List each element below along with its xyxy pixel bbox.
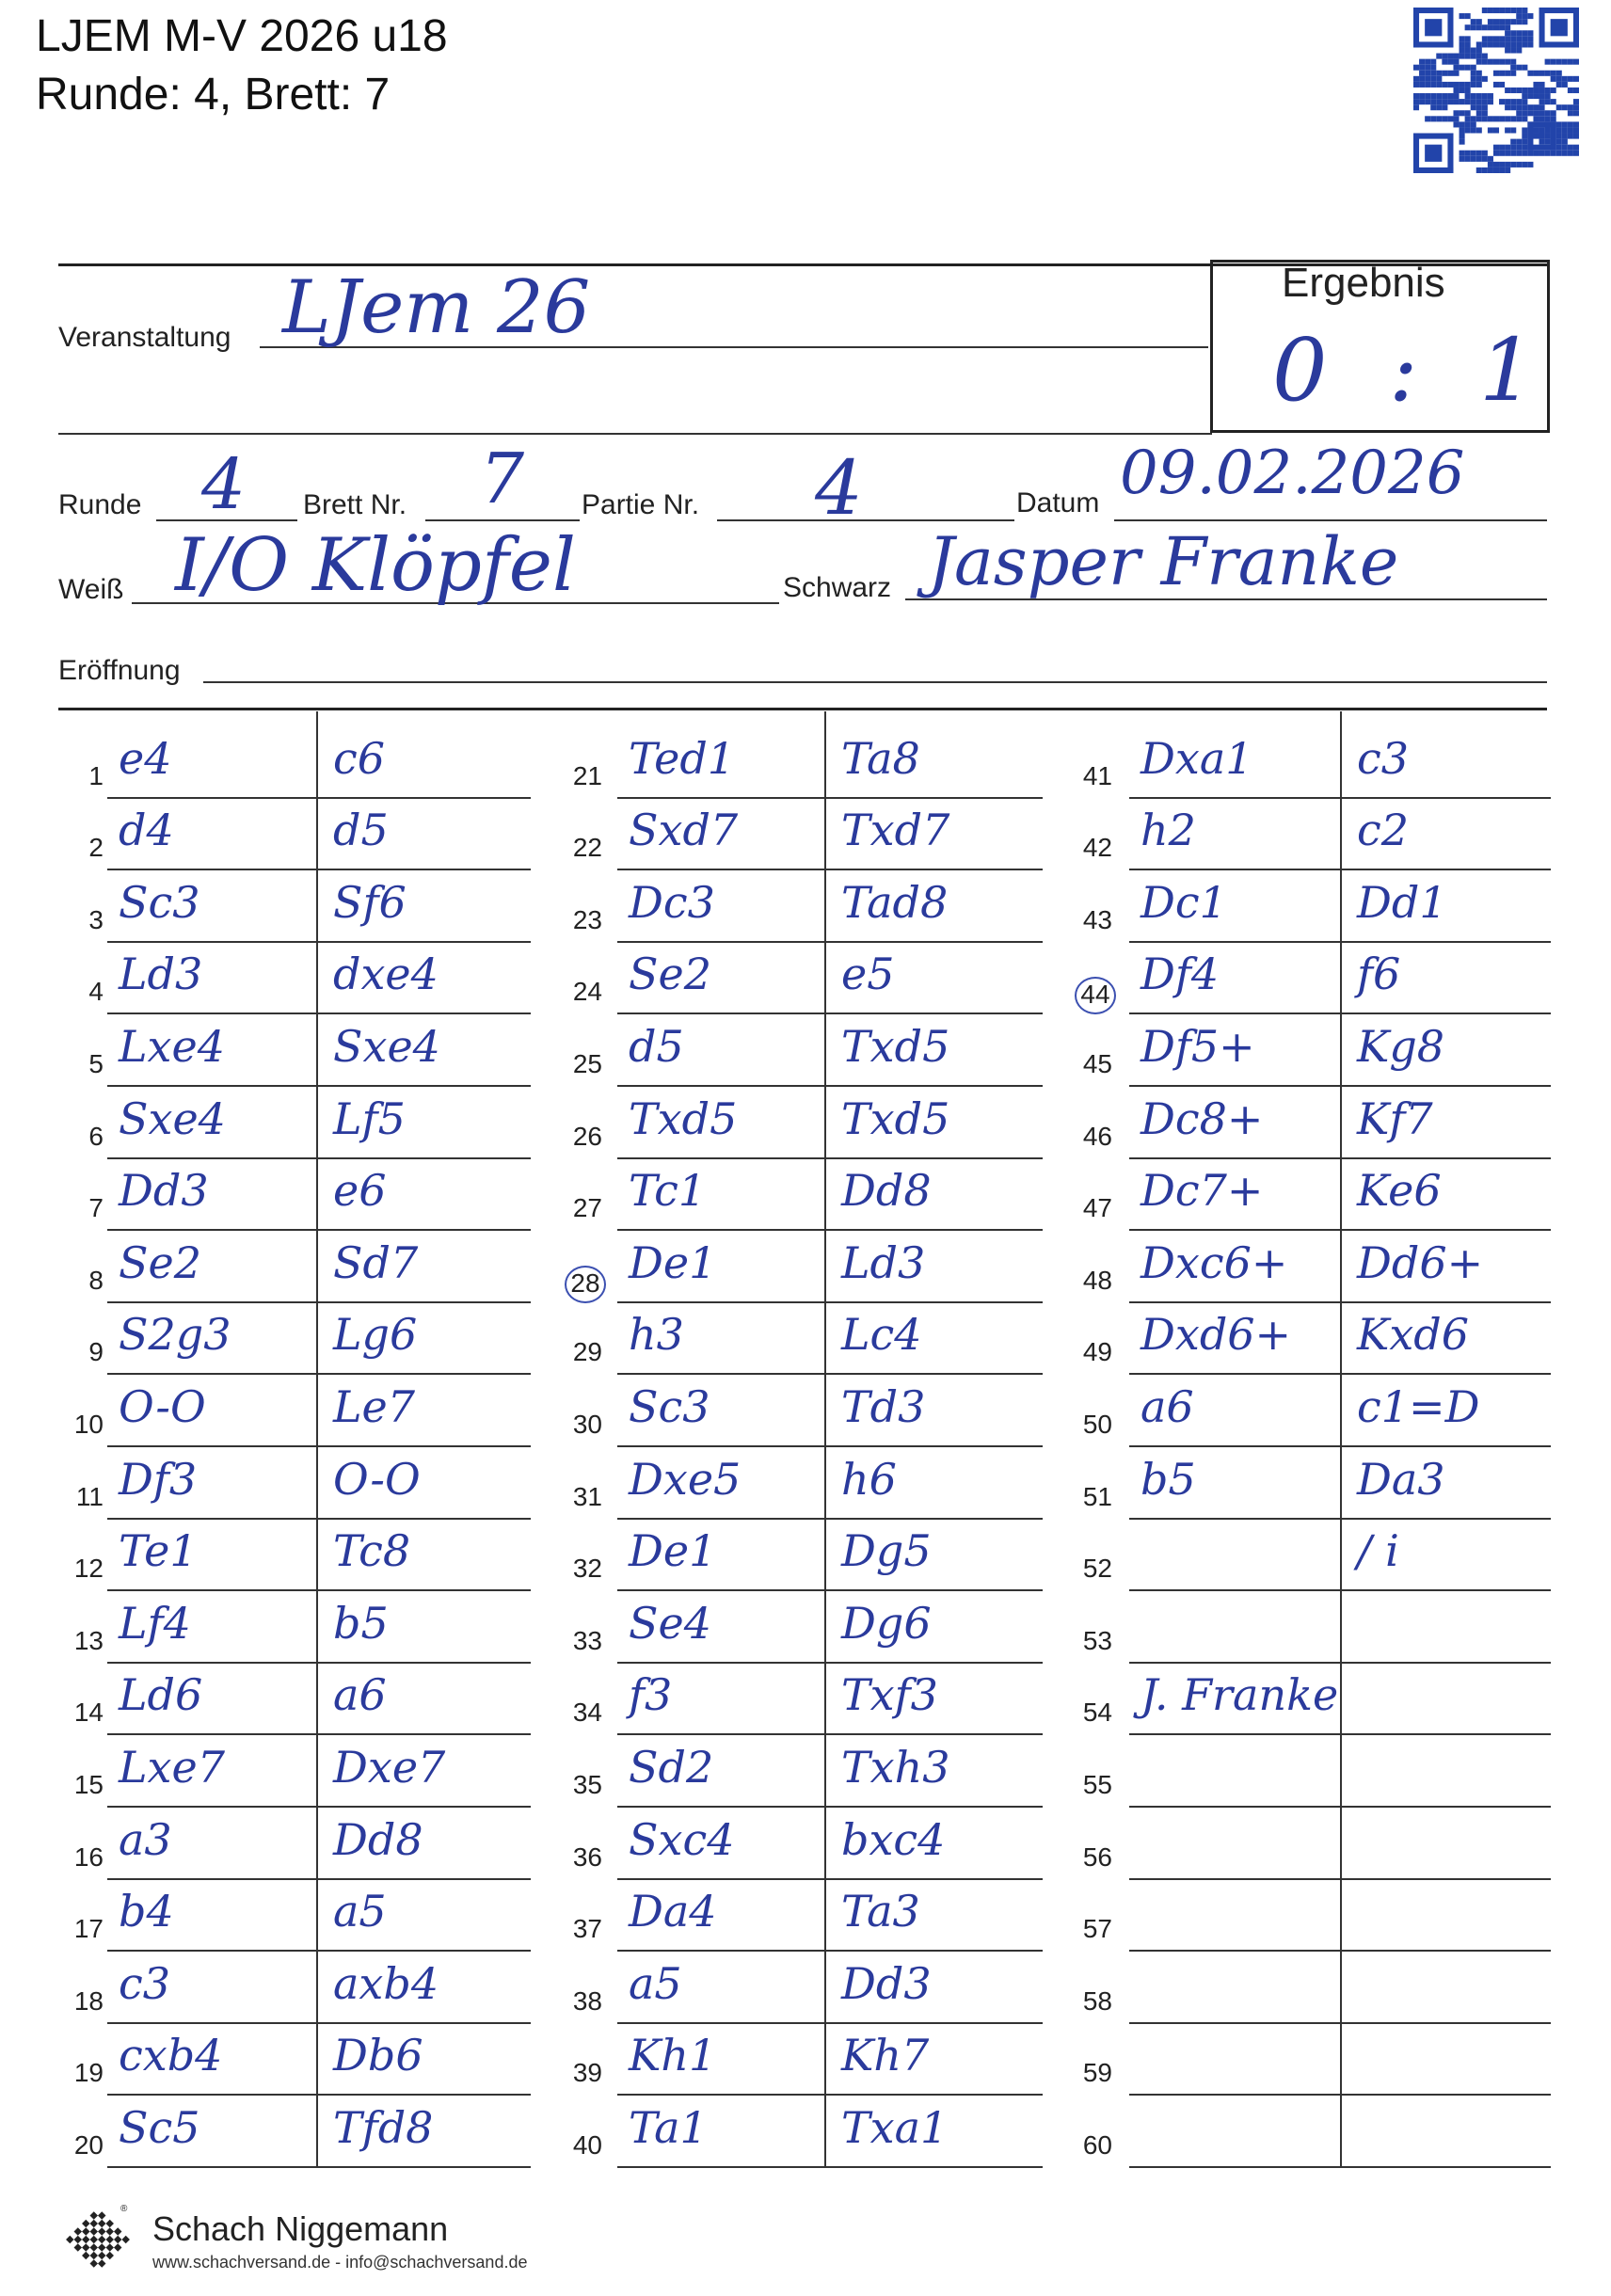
- white-move: S2g3: [119, 1309, 231, 1361]
- move-number: 14: [73, 1698, 104, 1728]
- black-move: f6: [1357, 949, 1401, 1000]
- white-move: cxb4: [119, 2030, 223, 2081]
- white-move: Df4: [1140, 949, 1220, 1000]
- black-move: c3: [1357, 732, 1410, 784]
- ergebnis-label: Ergebnis: [1282, 260, 1445, 306]
- partie-label: Partie Nr.: [582, 489, 700, 520]
- qr-code-icon: [1413, 8, 1579, 173]
- white-move: Dc8+: [1140, 1092, 1264, 1144]
- eroeffnung-label: Eröffnung: [58, 655, 181, 686]
- move-number: 8: [88, 1265, 104, 1295]
- black-move: Tfd8: [333, 2102, 434, 2153]
- move-number: 13: [73, 1625, 104, 1655]
- move-number: 19: [73, 2058, 104, 2088]
- white-move: h3: [629, 1309, 684, 1361]
- black-move: Dg6: [841, 1597, 932, 1649]
- schwarz-label: Schwarz: [783, 572, 892, 603]
- move-number: 36: [572, 1842, 602, 1872]
- black-move: bxc4: [841, 1813, 946, 1865]
- black-move: e6: [333, 1165, 387, 1217]
- move-number: 54: [1082, 1698, 1112, 1728]
- black-move: Le7: [333, 1381, 416, 1432]
- move-number: 18: [73, 1985, 104, 2016]
- footer-brand: Schach Niggemann: [152, 2209, 449, 2248]
- white-move: h2: [1140, 805, 1196, 856]
- white-move: Te1: [119, 1525, 198, 1577]
- move-number: 25: [572, 1049, 602, 1078]
- move-number: 58: [1082, 1985, 1112, 2016]
- partie-value: 4: [815, 444, 863, 532]
- footer-contact: www.schachversand.de - info@schachversand.de: [152, 2253, 528, 2272]
- white-move: Kh1: [629, 2030, 717, 2081]
- move-number: 24: [572, 977, 602, 1007]
- move-number: 11: [75, 1481, 104, 1511]
- black-move: axb4: [333, 1957, 439, 2009]
- move-number: 15: [73, 1770, 104, 1799]
- brett-value: 7: [480, 438, 525, 519]
- move-number: 40: [572, 2130, 602, 2160]
- black-move: Ta8: [841, 732, 920, 784]
- black-move: Dd6+: [1357, 1236, 1484, 1288]
- move-number: 56: [1082, 1842, 1112, 1872]
- black-move: b5: [333, 1597, 389, 1649]
- white-move: Se2: [629, 949, 712, 1000]
- move-number: 43: [1082, 904, 1112, 934]
- black-move: h6: [841, 1453, 897, 1505]
- black-move: Dxe7: [333, 1742, 446, 1793]
- black-move: O-O: [333, 1453, 421, 1505]
- white-move: Sc3: [629, 1381, 710, 1432]
- move-number: 44: [1075, 977, 1116, 1014]
- white-move: J. Franke: [1140, 1669, 1339, 1721]
- veranstaltung-value: LJem 26: [282, 265, 591, 350]
- move-number: 41: [1082, 760, 1112, 790]
- move-number: 12: [73, 1554, 104, 1584]
- move-number: 38: [572, 1985, 602, 2016]
- white-move: Ta1: [629, 2102, 708, 2153]
- move-number: 53: [1082, 1625, 1112, 1655]
- black-move: Sxe4: [333, 1021, 440, 1072]
- black-move: Dd8: [841, 1165, 932, 1217]
- black-move: Ta3: [841, 1886, 920, 1937]
- black-move: Sd7: [333, 1236, 419, 1288]
- move-number: 10: [73, 1410, 104, 1439]
- move-number: 37: [572, 1914, 602, 1944]
- brett-label: Brett Nr.: [303, 489, 407, 520]
- white-move: Tc1: [629, 1165, 707, 1217]
- runde-label: Runde: [58, 489, 142, 520]
- move-number: 16: [73, 1842, 104, 1872]
- move-number: 46: [1082, 1121, 1112, 1151]
- move-number: 2: [88, 833, 104, 863]
- black-move: c2: [1357, 805, 1410, 856]
- black-move: Txh3: [841, 1742, 950, 1793]
- move-number: 27: [572, 1193, 602, 1223]
- move-number: 55: [1082, 1770, 1112, 1799]
- move-number: 34: [572, 1698, 602, 1728]
- white-move: Dc1: [1140, 876, 1227, 928]
- black-move: Txa1: [841, 2102, 949, 2153]
- white-move: Ld3: [119, 949, 203, 1000]
- white-move: Dd3: [119, 1165, 209, 1217]
- white-move: e4: [119, 732, 172, 784]
- move-number: 48: [1082, 1265, 1112, 1295]
- black-move: Db6: [333, 2030, 423, 2081]
- white-move: Dxc6+: [1140, 1236, 1288, 1288]
- move-number: 49: [1082, 1337, 1112, 1367]
- white-move: a5: [629, 1957, 682, 2009]
- white-move: Sc3: [119, 876, 200, 928]
- white-move: Ted1: [629, 732, 736, 784]
- black-move: Kf7: [1357, 1092, 1433, 1144]
- black-move: Ld3: [841, 1236, 926, 1288]
- black-move: Dd8: [333, 1813, 423, 1865]
- schwarz-value: Jasper Franke: [928, 523, 1399, 600]
- black-move: Txd7: [841, 805, 950, 856]
- black-move: Tad8: [841, 876, 949, 928]
- header-line-2: Runde: 4, Brett: 7: [36, 70, 391, 120]
- move-number: 35: [572, 1770, 602, 1799]
- white-move: Ld6: [119, 1669, 203, 1721]
- black-move: c1=D: [1357, 1381, 1480, 1432]
- black-move: Txd5: [841, 1021, 950, 1072]
- move-number: 23: [572, 904, 602, 934]
- black-move: Lf5: [333, 1092, 406, 1144]
- ergebnis-value: 0 : 1: [1272, 320, 1552, 421]
- black-move: / i: [1357, 1525, 1399, 1577]
- move-number: 33: [572, 1625, 602, 1655]
- black-move: dxe4: [333, 949, 439, 1000]
- move-number: 9: [88, 1337, 104, 1367]
- move-number: 47: [1082, 1193, 1112, 1223]
- runde-value: 4: [201, 444, 247, 525]
- white-move: Se4: [629, 1597, 712, 1649]
- white-move: a3: [119, 1813, 172, 1865]
- datum-label: Datum: [1016, 487, 1100, 518]
- white-move: De1: [629, 1236, 717, 1288]
- move-number: 42: [1082, 833, 1112, 863]
- chess-board-logo-icon: [66, 2200, 132, 2275]
- white-move: Dxe5: [629, 1453, 742, 1505]
- move-number: 52: [1082, 1554, 1112, 1584]
- black-move: c6: [333, 732, 386, 784]
- black-move: Kh7: [841, 2030, 930, 2081]
- black-move: Lg6: [333, 1309, 418, 1361]
- white-move: b4: [119, 1886, 174, 1937]
- white-move: Dxa1: [1140, 732, 1253, 784]
- move-number: 60: [1082, 2130, 1112, 2160]
- black-move: e5: [841, 949, 895, 1000]
- black-move: Sf6: [333, 876, 407, 928]
- white-move: a6: [1140, 1381, 1194, 1432]
- white-move: Lf4: [119, 1597, 191, 1649]
- black-move: Dg5: [841, 1525, 932, 1577]
- white-move: Sxd7: [629, 805, 739, 856]
- move-number: 20: [73, 2130, 104, 2160]
- white-move: Df5+: [1140, 1021, 1255, 1072]
- black-move: Tc8: [333, 1525, 411, 1577]
- move-number: 30: [572, 1410, 602, 1439]
- black-move: a6: [333, 1669, 387, 1721]
- white-move: De1: [629, 1525, 717, 1577]
- header-line-1: LJEM M-V 2026 u18: [36, 11, 448, 61]
- white-move: Sc5: [119, 2102, 200, 2153]
- move-number: 5: [88, 1049, 104, 1078]
- move-number: 32: [572, 1554, 602, 1584]
- black-move: Ke6: [1357, 1165, 1442, 1217]
- white-move: Da4: [629, 1886, 717, 1937]
- move-number: 39: [572, 2058, 602, 2088]
- move-number: 28: [565, 1266, 606, 1303]
- black-move: Lc4: [841, 1309, 922, 1361]
- white-move: f3: [629, 1669, 673, 1721]
- black-move: Dd1: [1357, 876, 1447, 928]
- weiss-value: I/O Klöpfel: [175, 523, 576, 608]
- white-move: d4: [119, 805, 174, 856]
- move-number: 1: [88, 760, 104, 790]
- white-move: Dxd6+: [1140, 1309, 1292, 1361]
- black-move: Td3: [841, 1381, 926, 1432]
- white-move: b5: [1140, 1453, 1196, 1505]
- move-number: 7: [88, 1193, 104, 1223]
- white-move: Lxe7: [119, 1742, 225, 1793]
- white-move: Lxe4: [119, 1021, 225, 1072]
- white-move: O-O: [119, 1381, 206, 1432]
- black-move: Dd3: [841, 1957, 932, 2009]
- black-move: d5: [333, 805, 389, 856]
- veranstaltung-label: Veranstaltung: [58, 322, 231, 353]
- black-move: Kg8: [1357, 1021, 1445, 1072]
- black-move: Txd5: [841, 1092, 950, 1144]
- move-number: 57: [1082, 1914, 1112, 1944]
- move-number: 51: [1082, 1481, 1112, 1511]
- weiss-label: Weiß: [58, 574, 124, 605]
- black-move: Txf3: [841, 1669, 938, 1721]
- move-number: 4: [88, 977, 104, 1007]
- move-number: 3: [88, 904, 104, 934]
- white-move: Dc7+: [1140, 1165, 1264, 1217]
- white-move: Se2: [119, 1236, 202, 1288]
- move-number: 29: [572, 1337, 602, 1367]
- move-number: 6: [88, 1121, 104, 1151]
- svg-text:®: ®: [120, 2204, 128, 2214]
- white-move: Dc3: [629, 876, 715, 928]
- move-number: 59: [1082, 2058, 1112, 2088]
- move-number: 22: [572, 833, 602, 863]
- black-move: Kxd6: [1357, 1309, 1470, 1361]
- white-move: Sxc4: [629, 1813, 735, 1865]
- white-move: Txd5: [629, 1092, 738, 1144]
- move-number: 21: [572, 760, 602, 790]
- move-number: 17: [73, 1914, 104, 1944]
- move-number: 26: [572, 1121, 602, 1151]
- datum-value: 09.02.2026: [1120, 438, 1465, 508]
- white-move: Sxe4: [119, 1092, 226, 1144]
- black-move: a5: [333, 1886, 387, 1937]
- white-move: d5: [629, 1021, 684, 1072]
- move-number: 50: [1082, 1410, 1112, 1439]
- move-number: 31: [572, 1481, 602, 1511]
- move-number: 45: [1082, 1049, 1112, 1078]
- white-move: Df3: [119, 1453, 198, 1505]
- black-move: Da3: [1357, 1453, 1445, 1505]
- white-move: c3: [119, 1957, 171, 2009]
- white-move: Sd2: [629, 1742, 714, 1793]
